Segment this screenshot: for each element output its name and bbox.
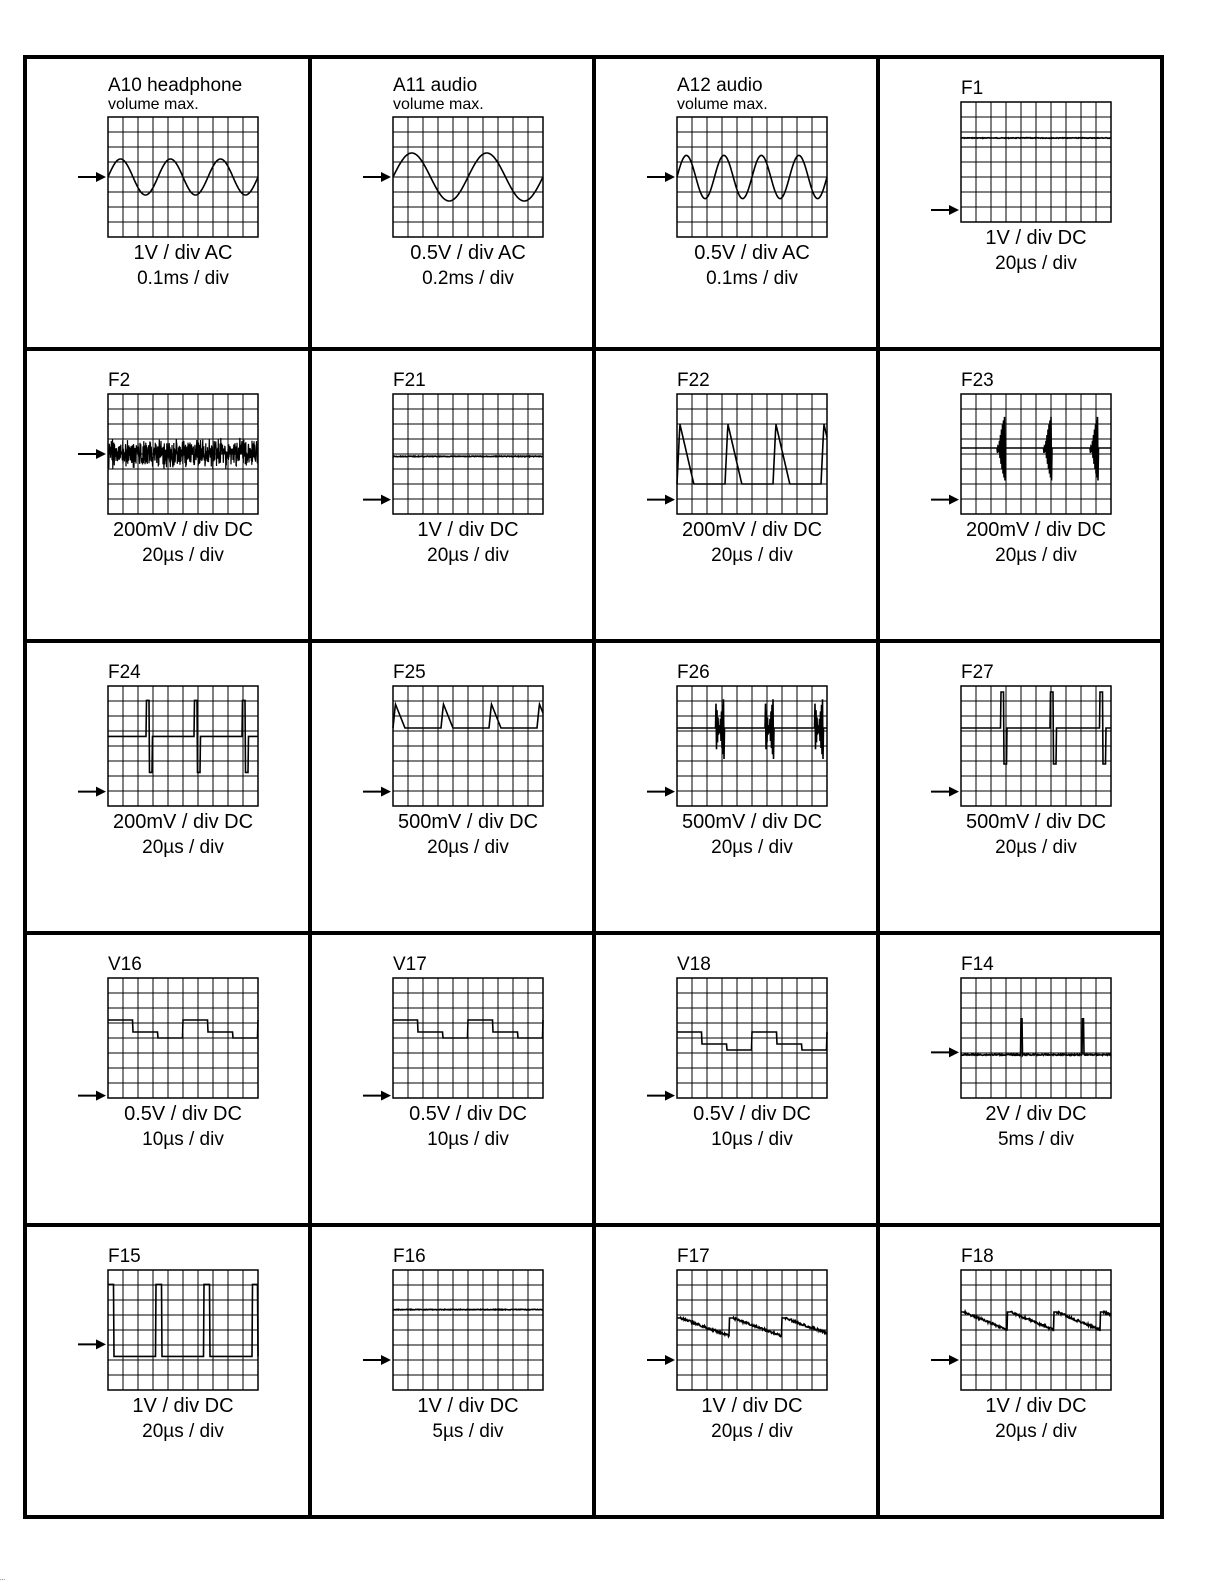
arrow-head-icon [949,205,959,215]
waveform-trace [961,138,1111,139]
time-per-div-label: 10µs / div [427,1129,509,1150]
time-per-div-label: 20µs / div [711,1421,793,1442]
waveform-trace [393,456,543,457]
scope-grid [961,394,1111,514]
scope-grid [393,686,543,806]
volts-per-div-label: 500mV / div DC [397,811,539,833]
scope-cell [647,370,827,566]
scope-cell [78,75,258,289]
scope-cell [363,662,543,858]
volts-per-div-label: 2V / div DC [985,1103,1087,1125]
scope-grid [393,1270,543,1390]
scope-cell [78,662,258,858]
volts-per-div-label: 0.5V / div AC [410,242,526,264]
waveform-trace [677,1032,827,1050]
arrow-head-icon [665,172,675,182]
volts-per-div-label: 500mV / div DC [965,811,1107,833]
scope-grid [677,394,827,514]
time-per-div-label: 20µs / div [995,545,1077,566]
cell-title: V16 [108,954,142,975]
scope-cell [931,954,1111,1150]
scope-cell [931,662,1111,858]
scope-cell [363,1246,543,1442]
volts-per-div-label: 1V / div DC [985,227,1087,249]
cell-subtitle: volume max. [393,96,484,113]
cell-title: A12 audio [677,75,763,96]
scope-cell [647,1246,827,1442]
volts-per-div-label: 200mV / div DC [681,519,823,541]
time-per-div-label: 5ms / div [997,1129,1075,1150]
cell-title: F2 [108,370,131,391]
time-per-div-label: 20µs / div [995,1421,1077,1442]
time-per-div-label: 20µs / div [995,253,1077,274]
scope-grid [961,686,1111,806]
arrow-head-icon [949,787,959,797]
volts-per-div-label: 1V / div DC [417,1395,519,1417]
cell-title: V17 [393,954,427,975]
arrow-head-icon [949,495,959,505]
scope-grid [108,686,258,806]
arrow-head-icon [96,1339,106,1349]
volts-per-div-label: 1V / div DC [132,1395,234,1417]
arrow-head-icon [381,172,391,182]
time-per-div-label: 20µs / div [995,837,1077,858]
cell-title: A11 audio [393,75,478,96]
scope-grid [677,1270,827,1390]
scope-cell [931,1246,1111,1442]
cell-title: A10 headphone [108,75,243,96]
cell-title: F24 [108,662,141,683]
time-per-div-label: 0.1ms / div [706,268,798,289]
scope-grid [393,394,543,514]
time-per-div-label: 20µs / div [427,545,509,566]
volts-per-div-label: 1V / div DC [985,1395,1087,1417]
time-per-div-label: 20µs / div [711,545,793,566]
cell-title: V18 [677,954,711,975]
time-per-div-label: 20µs / div [142,837,224,858]
time-per-div-label: 20µs / div [427,837,509,858]
cell-title: F18 [961,1246,994,1267]
arrow-head-icon [665,1355,675,1365]
scope-grid [961,978,1111,1098]
arrow-head-icon [665,1091,675,1101]
scope-grid [961,102,1111,222]
time-per-div-label: 20µs / div [142,1421,224,1442]
cell-title: F23 [961,370,994,391]
arrow-head-icon [949,1047,959,1057]
scope-cell [931,370,1111,566]
scope-grid [961,1270,1111,1390]
scope-grid [677,686,827,806]
cell-title: F1 [961,78,984,99]
cell-subtitle: volume max. [108,96,199,113]
cell-title: F25 [393,662,426,683]
arrow-head-icon [381,1355,391,1365]
page-mark: ... [0,1576,6,1582]
scope-cell [363,954,543,1150]
cell-title: F17 [677,1246,710,1267]
arrow-head-icon [381,1091,391,1101]
time-per-div-label: 5µs / div [432,1421,504,1442]
arrow-head-icon [96,1091,106,1101]
scope-cell [78,370,258,566]
scope-cell [78,954,258,1150]
cell-title: F22 [677,370,710,391]
time-per-div-label: 0.1ms / div [137,268,229,289]
volts-per-div-label: 1V / div DC [417,519,519,541]
cell-subtitle: volume max. [677,96,768,113]
cell-title: F15 [108,1246,141,1267]
volts-per-div-label: 200mV / div DC [965,519,1107,541]
scope-cell [931,78,1111,274]
arrow-head-icon [96,787,106,797]
arrow-head-icon [949,1355,959,1365]
arrow-head-icon [665,495,675,505]
scope-cell [647,954,827,1150]
volts-per-div-label: 0.5V / div DC [124,1103,242,1125]
cell-title: F21 [393,370,426,391]
cell-title: F27 [961,662,994,683]
volts-per-div-label: 1V / div AC [133,242,233,264]
cell-title: F14 [961,954,994,975]
arrow-head-icon [665,787,675,797]
time-per-div-label: 10µs / div [142,1129,224,1150]
time-per-div-label: 0.2ms / div [422,268,514,289]
scope-cell [78,1246,258,1442]
volts-per-div-label: 200mV / div DC [112,811,254,833]
volts-per-div-label: 500mV / div DC [681,811,823,833]
scope-cell [363,370,543,566]
time-per-div-label: 10µs / div [711,1129,793,1150]
scope-cell [647,662,827,858]
arrow-head-icon [381,495,391,505]
waveform-trace [393,1309,543,1310]
volts-per-div-label: 0.5V / div DC [693,1103,811,1125]
volts-per-div-label: 0.5V / div DC [409,1103,527,1125]
cell-title: F16 [393,1246,426,1267]
arrow-head-icon [96,449,106,459]
volts-per-div-label: 0.5V / div AC [694,242,810,264]
cell-title: F26 [677,662,710,683]
scope-cell [647,75,827,289]
scope-cell [363,75,543,289]
time-per-div-label: 20µs / div [711,837,793,858]
volts-per-div-label: 200mV / div DC [112,519,254,541]
arrow-head-icon [381,787,391,797]
scope-grid [108,1270,258,1390]
arrow-head-icon [96,172,106,182]
time-per-div-label: 20µs / div [142,545,224,566]
volts-per-div-label: 1V / div DC [701,1395,803,1417]
